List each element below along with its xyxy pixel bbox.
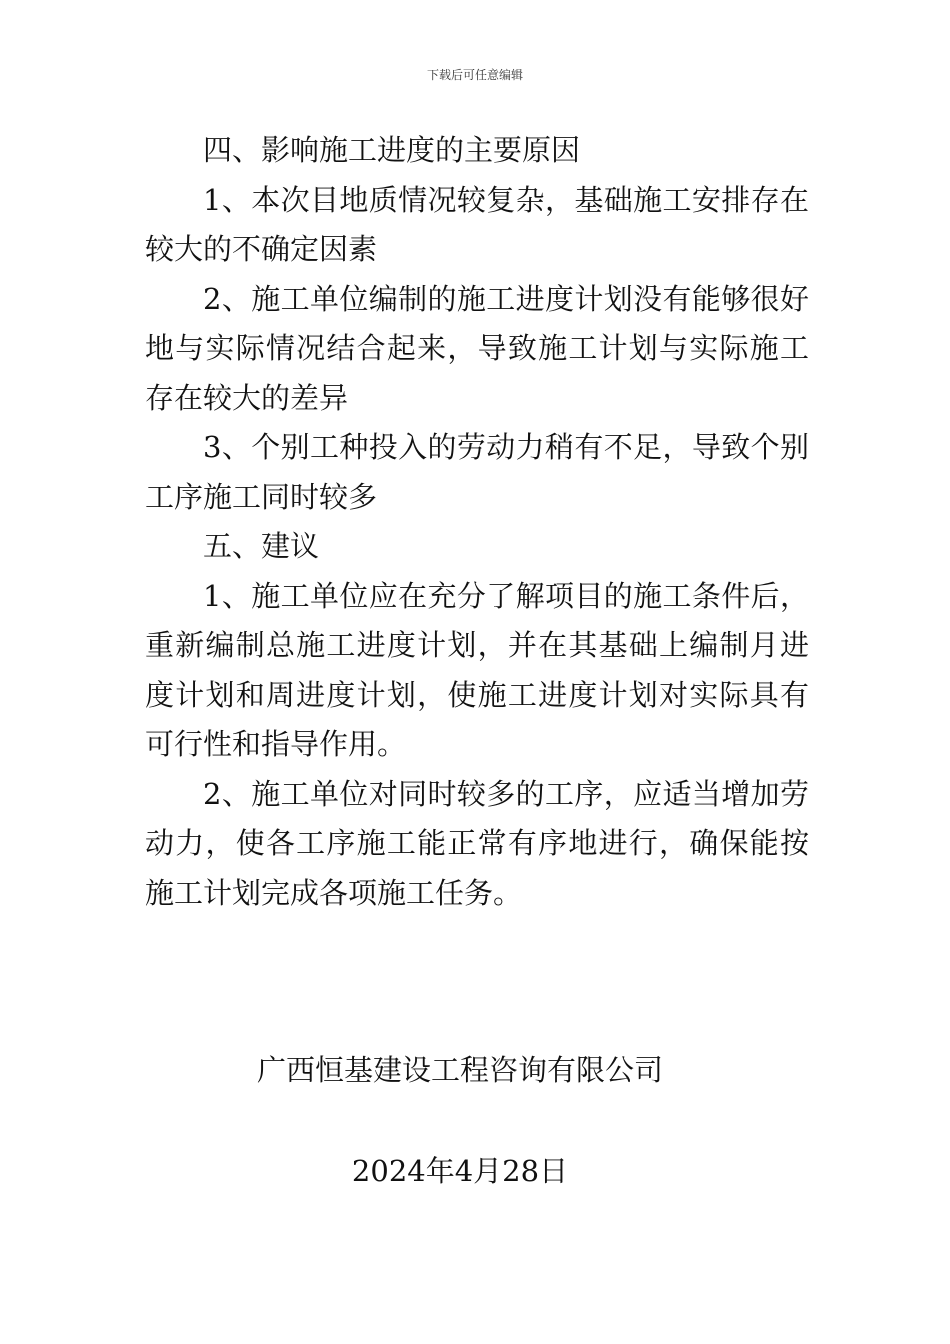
header-note: 下载后可任意编辑 (426, 68, 523, 82)
section-heading-suggestions: 五、建议 (203, 529, 320, 563)
section-heading-causes: 四、影响施工进度的主要原因 (203, 133, 581, 167)
document-body (145, 126, 809, 918)
cause-item-2: 2、施工单位编制的施工进度计划没有能够很好地与实际情况结合起来，导致施工计划与实际施工存在较大的差异 (145, 281, 809, 415)
suggestion-item-1: 1、施工单位应在充分了解项目的施工条件后，重新编制总施工进度计划，并在其基础上编制月进度计划和周进度计划，使施工进度计划对实际具有可行性和指导作用。 (145, 578, 809, 761)
suggestion-item-2: 2、施工单位对同时较多的工序，应适当增加劳动力，使各工序施工能正常有序地进行，确保能按施工计划完成各项施工任务。 (145, 776, 809, 910)
signature-date: 2024年4月28日 (351, 1154, 569, 1188)
cause-item-3: 3、个别工种投入的劳动力稍有不足，导致个别工序施工同时较多 (145, 430, 809, 514)
signature-company: 广西恒基建设工程咨询有限公司 (256, 1053, 663, 1087)
cause-item-1: 1、本次目地质情况较复杂，基础施工安排存在较大的不确定因素 (145, 182, 809, 266)
